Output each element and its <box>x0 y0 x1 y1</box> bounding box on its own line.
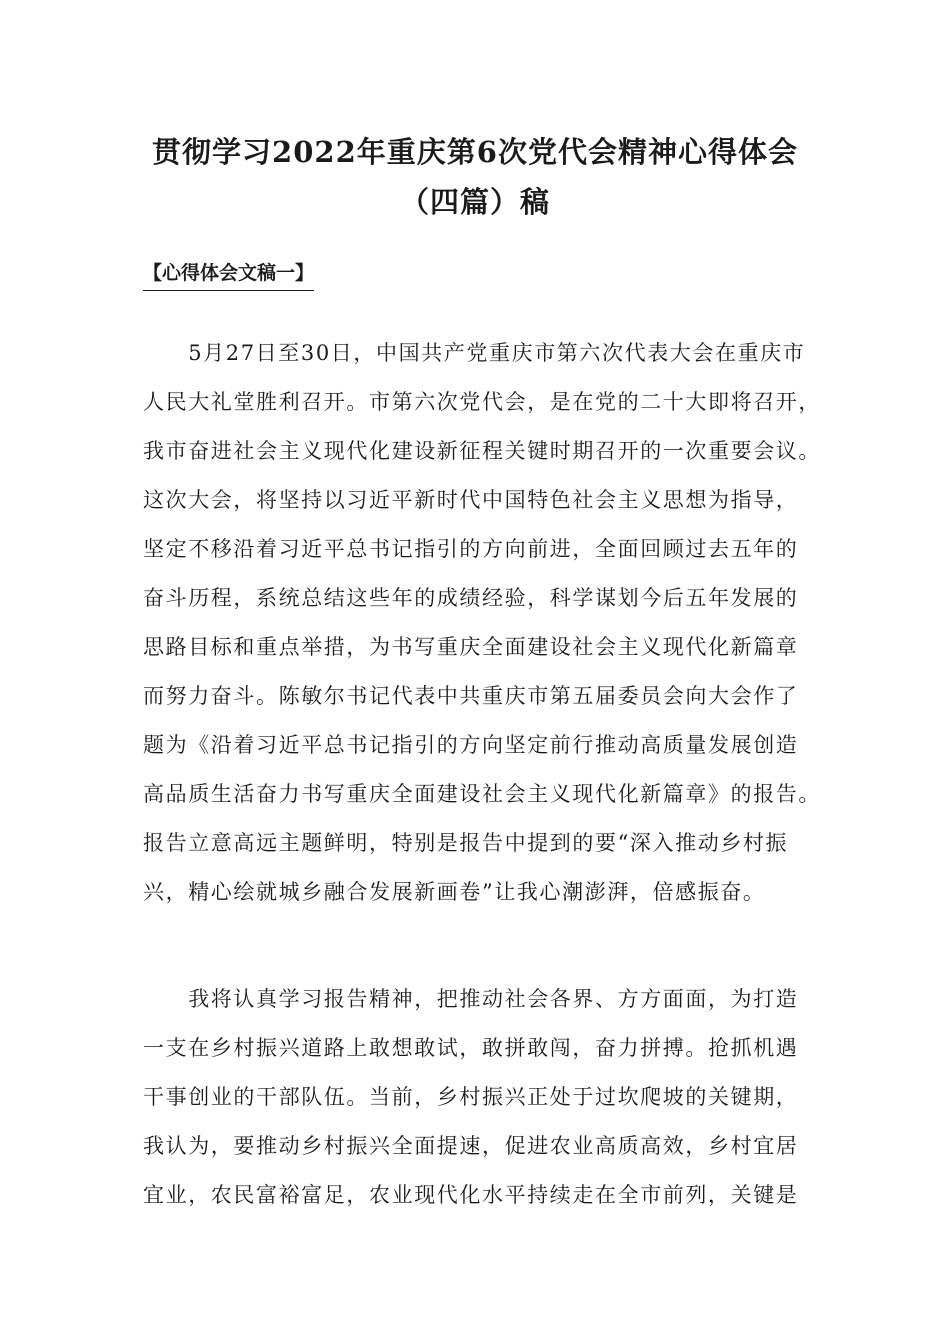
section-heading: 【心得体会文稿一】 <box>143 258 314 291</box>
paragraph-line: 我认为，要推动乡村振兴全面提速，促进农业高质高效，乡村宜居 <box>143 1134 799 1158</box>
paragraph-line: 坚定不移沿着习近平总书记指引的方向前进，全面回顾过去五年的 <box>143 537 799 561</box>
paragraph-line: 人民大礼堂胜利召开。市第六次党代会，是在党的二十大即将召开， <box>143 390 821 414</box>
document-title-line-1: 贯彻学习2022年重庆第6次党代会精神心得体会 <box>152 135 798 169</box>
paragraph-line: 干事创业的干部队伍。当前，乡村振兴正处于过坎爬坡的关键期， <box>143 1085 799 1109</box>
document-title-line-2: （四篇）稿 <box>399 185 550 219</box>
paragraph-line: 思路目标和重点举措，为书写重庆全面建设社会主义现代化新篇章 <box>143 635 799 659</box>
paragraph-line: 报告立意高远主题鲜明，特别是报告中提到的要“深入推动乡村振 <box>143 831 789 855</box>
paragraph-line: 题为《沿着习近平总书记指引的方向坚定前行推动高质量发展创造 <box>143 733 799 757</box>
paragraph-line: 这次大会，将坚持以习近平新时代中国特色社会主义思想为指导， <box>143 488 799 512</box>
paragraph-line: 一支在乡村振兴道路上敢想敢试，敢拼敢闯，奋力拼搏。抢抓机遇 <box>143 1036 799 1060</box>
paragraph-line: 而努力奋斗。陈敏尔书记代表中共重庆市第五届委员会向大会作了 <box>143 684 799 708</box>
paragraph-line: 奋斗历程，系统总结这些年的成绩经验，科学谋划今后五年发展的 <box>143 586 799 610</box>
paragraph-line: 高品质生活奋力书写重庆全面建设社会主义现代化新篇章》的报告。 <box>143 782 821 806</box>
paragraph-line: 宜业，农民富裕富足，农业现代化水平持续走在全市前列，关键是 <box>143 1183 799 1207</box>
paragraph-line: 兴，精心绘就城乡融合发展新画卷”让我心潮澎湃，倍感振奋。 <box>143 880 766 904</box>
paragraph-line: 我将认真学习报告精神，把推动社会各界、方方面面，为打造 <box>143 987 799 1011</box>
paragraph-line: 我市奋进社会主义现代化建设新征程关键时期召开的一次重要会议。 <box>143 439 821 463</box>
paragraph-line: 5月27日至30日，中国共产党重庆市第六次代表大会在重庆市 <box>143 341 806 365</box>
